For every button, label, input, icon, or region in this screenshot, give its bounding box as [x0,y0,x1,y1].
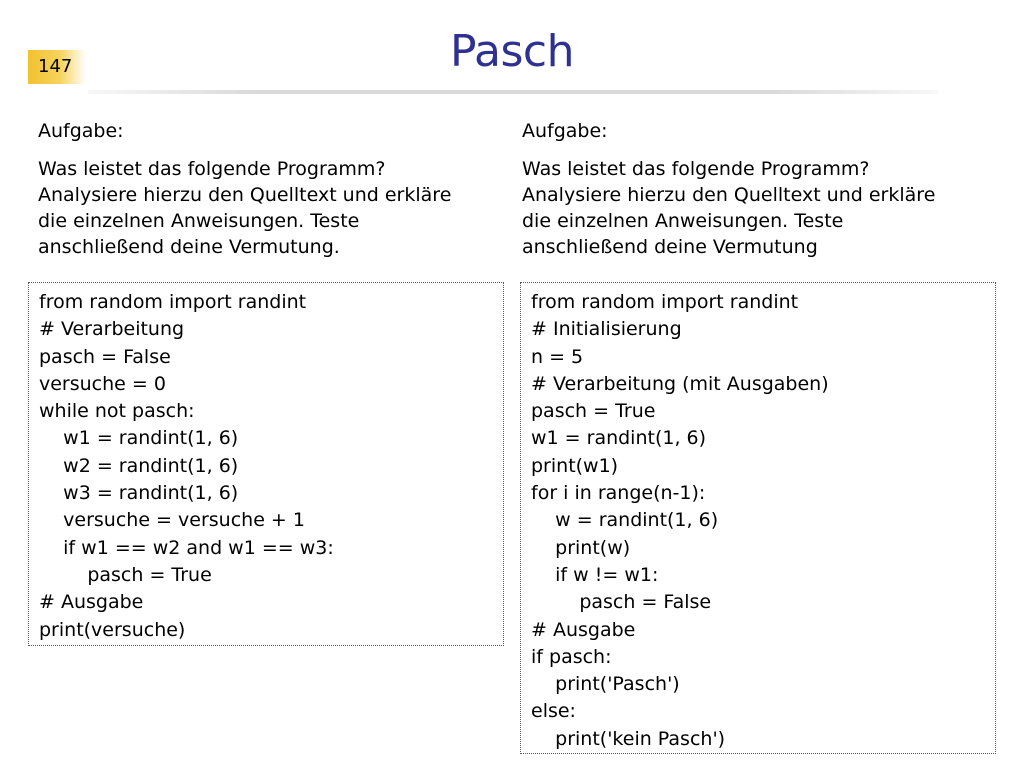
code-line: print(w1) [531,454,619,477]
code-line: # Initialisierung [531,318,682,341]
code-line: # Verarbeitung (mit Ausgaben) [531,372,829,395]
code-line: print('Pasch') [531,673,680,696]
task-text-line: anschließend deine Vermutung. [38,236,340,258]
code-line: for i in range(n-1): [531,482,706,505]
task-text-line: Was leistet das folgende Programm? [38,158,386,180]
right-task [522,118,982,260]
code-line: # Ausgabe [531,618,636,641]
slide-title: Pasch [449,26,575,77]
code-line: pasch = False [531,591,712,614]
code-line: from random import randint [531,291,799,313]
code-line: if pasch: [531,645,612,668]
code-line: pasch = True [531,400,656,423]
code-line: print(w) [531,536,631,559]
code-line: print('kein Pasch') [531,727,726,750]
code-line: w3 = randint(1, 6) [39,482,239,505]
code-line: pasch = True [39,563,212,586]
task-text-line: Analysiere hierzu den Quelltext und erkläre [522,184,936,206]
code-line: w1 = randint(1, 6) [531,427,707,450]
task-heading: Aufgabe: [38,120,124,142]
code-block-right [520,282,996,754]
code-line: from random import randint [39,291,307,313]
code-line: w2 = randint(1, 6) [39,454,239,477]
code-line: # Verarbeitung [39,318,185,341]
code-block-left [28,282,504,646]
code-line: while not pasch: [39,400,195,423]
left-task [38,118,498,260]
task-text [38,156,498,260]
code-line: else: [531,700,576,723]
code-line: if w1 == w2 and w1 == w3: [39,536,334,559]
task-text [522,156,982,260]
code-line: if w != w1: [531,563,659,586]
title-divider [88,90,938,94]
task-text-line: Analysiere hierzu den Quelltext und erkläre [38,184,452,206]
code-line: n = 5 [531,345,584,368]
code-line: # Ausgabe [39,591,144,614]
task-text-line: die einzelnen Anweisungen. Teste [38,210,360,232]
slide-number: 147 [28,50,86,84]
code-line: w = randint(1, 6) [531,509,719,532]
code-line: print(versuche) [39,618,186,641]
task-heading: Aufgabe: [522,120,608,142]
code-line: pasch = False [39,345,171,368]
code-line: versuche = versuche + 1 [39,509,305,532]
code-line: w1 = randint(1, 6) [39,427,239,450]
code-line: versuche = 0 [39,372,166,395]
task-text-line: anschließend deine Vermutung [522,236,818,258]
task-text-line: die einzelnen Anweisungen. Teste [522,210,844,232]
task-text-line: Was leistet das folgende Programm? [522,158,870,180]
